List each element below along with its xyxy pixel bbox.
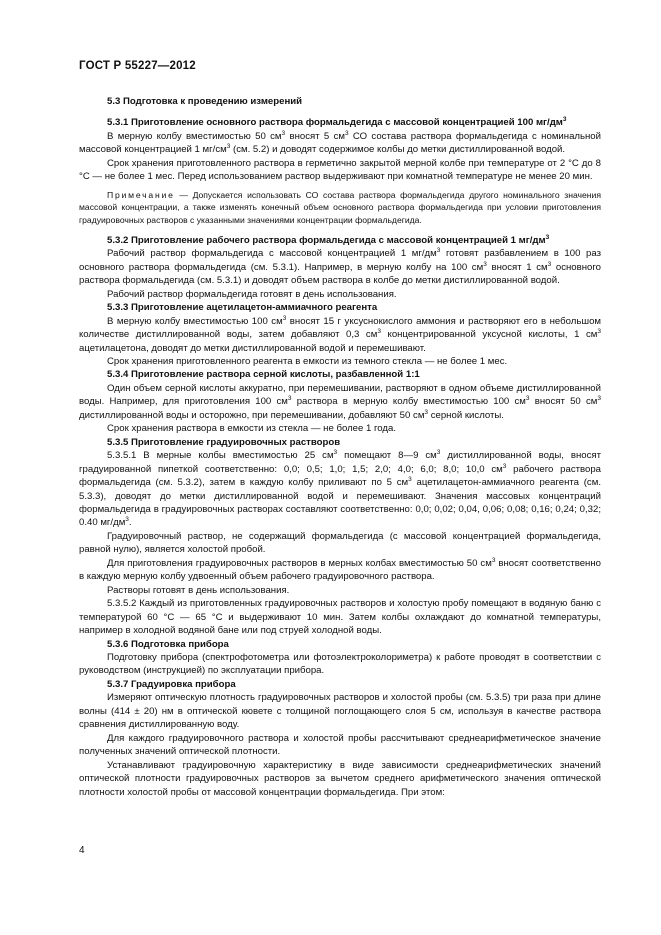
document-id-header: ГОСТ Р 55227—2012 (79, 60, 196, 72)
section-5-3-7-heading: 5.3.7 Градуировка прибора (107, 678, 236, 690)
section-5-3-1-heading: 5.3.1 Приготовление основного раствора формальдегида с массовой концентрацией 100 $мг/дм^3$ (107, 116, 567, 129)
section-5-3-2-paragraph-2: Рабочий раствор формальдегида готовят в день использования. (107, 288, 397, 300)
section-5-3-3-paragraph: В мерную колбу вместимостью 100 $см^3$ вносят 15 г уксуснокислого аммония и растворяют его в небольшом количестве дистиллированной воды, затем добавляют 0,3 $см^3$ концентрированной уксусной кислоты, 1 $см^3$ ацетилацетона, доводят до метки дистиллированной водой и перемешивают. (79, 314, 601, 354)
section-5-3-4-paragraph-2: Срок хранения раствора в емкости из стекла — не более 1 года. (107, 423, 397, 435)
document-body (79, 95, 601, 799)
section-5-3-3-heading: 5.3.3 Приготовление ацетилацетон-аммиачного реагента (107, 302, 378, 314)
section-5-3-1-paragraph: В мерную колбу вместимостью 50 $см^3$ вносят 5 $см^3$ СО состава раствора формальдегида с номинальной массовой концентрацией 1 $мг/см^3$ (см. 5.2) и доводят содержимое колбы до метки дистиллированной водой. (79, 129, 601, 156)
note-label: Примечание (107, 189, 175, 200)
section-5-3-4-paragraph: Один объем серной кислоты аккуратно, при перемешивании, растворяют в одном объеме дистиллированной воды. Например, для приготовления 100 $см^3$ раствора в мерную колбу вместимостью 100 $см^3$ вносят 50 $см^3$ дистиллированной воды и осторожно, при перемешивании, добавляют 50 $см^3$ серной кислоты. (79, 382, 601, 421)
section-5-3-1-storage-paragraph: Срок хранения приготовленного раствора в герметично закрытой мерной колбе при температуре от 2 °С до 8 °С — не более 1 мес. Перед использованием раствор выдерживают при комнатной температуре не менее 20 мин. (79, 157, 601, 183)
section-5-3-6-heading: 5.3.6 Подготовка прибора (107, 638, 229, 650)
section-5-3-5-paragraph-2: Градуировочный раствор, не содержащий формальдегида (с массовой концентрацией формальдегида, равной нулю), является холостой пробой. (79, 530, 601, 556)
section-5-3-3-paragraph-2: Срок хранения приготовленного реагента в емкости из темного стекла — не более 1 мес. (107, 356, 508, 368)
section-5-3-5-2-paragraph: 5.3.5.2 Каждый из приготовленных градуировочных растворов и холостую пробу помещают в водяную баню с температурой 60 °С — 65 °С и выдерживают 10 мин. Затем колбы охлаждают до комнатной температуры, например в холодной водяной бане или под струей холодной воды. (79, 598, 601, 637)
section-5-3-heading: 5.3 Подготовка к проведению измерений (107, 96, 303, 107)
section-5-3-6-paragraph: Подготовку прибора (спектрофотометра или фотоэлектроколориметра) к работе проводят в соответствии с руководством (инструкцией) по эксплуатации прибора. (79, 651, 601, 677)
section-5-3-7-paragraph: Измеряют оптическую плотность градуировочных растворов и холостой пробы (см. 5.3.5) три раза при длине волны (414 ± 20) нм в оптической кювете с толщиной поглощающего слоя 5 см, используя в качестве раствора сравнения дистиллированную воду. (79, 692, 601, 731)
page-number: 4 (79, 845, 85, 856)
section-5-3-5-heading: 5.3.5 Приготовление градуировочных растворов (107, 436, 341, 448)
section-5-3-5-paragraph-4: Растворы готовят в день использования. (107, 584, 290, 596)
section-5-3-7-paragraph-3: Устанавливают градуировочную характеристику в виде зависимости среднеарифметических значений оптической плотности градуировочных растворов за вычетом среднего арифметического значения оптической плотности холостой пробы от массовой концентрации формальдегида. При этом: (79, 759, 601, 798)
section-5-3-2-paragraph: Рабочий раствор формальдегида с массовой концентрацией 1 $мг/дм^3$ готовят разбавлением в 100 раз основного раствора формальдегида (см. 5.3.1). Например, в мерную колбу на 100 $см^3$ вносят 1 $см^3$ основного раствора формальдегида (см. 5.3.1) и доводят объем раствора в колбе до метки дистиллированной водой. (79, 247, 601, 287)
section-5-3-7-paragraph-2: Для каждого градуировочного раствора и холостой пробы рассчитывают среднеарифметическое значение полученных значений оптической плотности. (79, 732, 601, 758)
note-paragraph: Примечание — Допускается использовать СО состава раствора формальдегида другого номинального значения массовой концентрации, а также изменять конечный объем основного раствора формальдегида при условии приготовления градуировочных растворов с указанными значениями концентрации формальдегида. (79, 189, 601, 225)
section-5-3-5-1-paragraph: 5.3.5.1 В мерные колбы вместимостью 25 $см^3$ помещают 8—9 $см^3$ дистиллированной воды, вносят градуированной пипеткой соответственно: 0,0; 0,5; 1,0; 1,5; 2,0; 4,0; 6,0; 8,0; 10,0 $см^3$ рабочего раствора формальдегида (см. 5.3.2), затем в каждую колбу приливают по 5 $см^3$ ацетилацетон-аммиачного реагента (см. 5.3.3), доводят до метки дистиллированной водой и перемешивают. Значения массовых концентраций формальдегида в градуировочных растворах составляют соответственно: 0,0; 0,02; 0,04, 0,06; 0,08; 0,16; 0,24; 0,32; 0.40 $мг/дм^3$. (79, 449, 602, 529)
section-5-3-2-heading: 5.3.2 Приготовление рабочего раствора формальдегида с массовой концентрацией 1 $мг/дм^3$ (107, 233, 550, 246)
section-5-3-5-paragraph-3: Для приготовления градуировочных растворов в мерных колбах вместимостью 50 $см^3$ вносят соответственно в каждую мерную колбу удвоенный объем рабочего градуировочного раствора. (79, 556, 601, 583)
section-5-3-4-heading: 5.3.4 Приготовление раствора серной кислоты, разбавленной 1:1 (107, 369, 420, 381)
